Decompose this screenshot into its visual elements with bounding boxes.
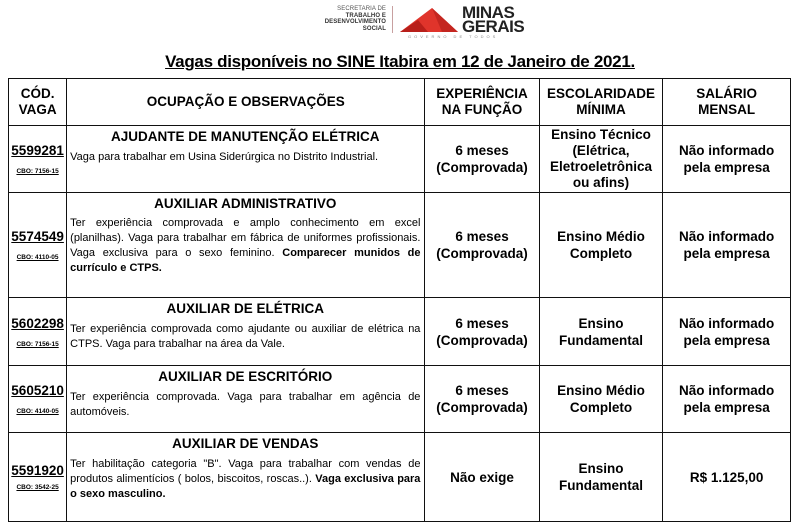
job-code-link[interactable]: 5599281 [11,143,64,158]
salary-cell: Não informado pela empresa [663,126,791,193]
header-occupation: OCUPAÇÃO E OBSERVAÇÕES [67,79,425,126]
cbo-code[interactable]: CBO: 3542-25 [16,484,59,491]
table-row [9,298,791,366]
job-code-cell [9,126,67,193]
occupation-cell [67,366,425,433]
job-code-link[interactable]: 5591920 [11,463,64,478]
occupation-title: AUXILIAR DE VENDAS [172,436,319,451]
occupation-title: AUXILIAR DE ELÉTRICA [166,301,325,316]
occupation-cell [67,298,425,366]
experience-cell: 6 meses (Comprovada) [425,366,539,433]
occupation-description: Ter experiência comprovada e amplo conhecimento em excel (planilhas). Vaga para trabalhar em fábrica de uniformes profissionais. Vaga exclusiva para o sexo feminino. Comparecer munidos de currículo e CTPS. [70,217,421,274]
mountain-logo-icon [398,6,460,34]
education-cell: Ensino Médio Completo [539,193,663,298]
page-header [0,0,800,40]
page-title: Vagas disponíveis no SINE Itabira em 12 de Janeiro de 2021. [165,52,635,71]
experience-cell: 6 meses (Comprovada) [425,193,539,298]
occupation-title: AUXILIAR ADMINISTRATIVO [154,196,337,211]
cbo-code[interactable]: CBO: 4140-05 [16,408,59,415]
salary-cell: Não informado pela empresa [663,193,791,298]
header-experience: EXPERIÊNCIA NA FUNÇÃO [425,79,539,126]
occupation-cell [67,126,425,193]
job-code-cell [9,193,67,298]
occupation-note-bold: Vaga exclusiva para o sexo masculino. [70,473,421,500]
occupation-title: AUXILIAR DE ESCRITÓRIO [158,369,333,384]
occupation-cell [67,193,425,298]
secretaria-line: SECRETARIA DE [337,6,386,12]
header-salary: SALÁRIO MENSAL [663,79,791,126]
logo-tagline: GOVERNO DE TODOS [408,34,499,39]
job-code-cell [9,433,67,522]
job-code-link[interactable]: 5602298 [11,315,64,331]
logo-divider [392,6,393,33]
logo-text-minas: MINAS [462,3,515,22]
occupation-description: Vaga para trabalhar em Usina Siderúrgica no Distrito Industrial. [70,151,379,163]
salary-cell: R$ 1.125,00 [663,433,791,522]
occupation-description: Ter experiência comprovada como ajudante ou auxiliar de elétrica na CTPS. Vaga para trabalhar na área da Vale. [70,323,421,350]
job-code-cell [9,366,67,433]
education-cell: Ensino Médio Completo [539,366,663,433]
salary-cell: Não informado pela empresa [663,366,791,433]
secretaria-line: TRABALHO E [345,12,386,19]
table-header-row [9,79,791,126]
experience-cell: 6 meses (Comprovada) [425,126,539,193]
occupation-cell [67,433,425,522]
education-cell: Ensino Técnico (Elétrica, Eletroeletrônica ou afins) [539,126,663,193]
table-row [9,433,791,522]
secretaria-logo-text [300,6,386,32]
job-code-link[interactable]: 5574549 [11,229,64,244]
jobs-table [8,78,791,522]
occupation-title: AJUDANTE DE MANUTENÇÃO ELÉTRICA [111,129,380,144]
header-education: ESCOLARIDADE MÍNIMA [539,79,663,126]
experience-cell: Não exige [425,433,539,522]
table-row [9,126,791,193]
cbo-code[interactable]: CBO: 7156-15 [16,168,59,175]
secretaria-line: SOCIAL [362,25,386,32]
experience-cell: 6 meses (Comprovada) [425,298,539,366]
header-code: CÓD. VAGA [9,79,67,126]
job-code-link[interactable]: 5605210 [11,383,64,398]
salary-cell: Não informado pela empresa [663,298,791,366]
cbo-code[interactable]: CBO: 7156-15 [16,340,59,348]
occupation-description: Ter experiência comprovada. Vaga para trabalhar em agência de automóveis. [70,391,421,418]
minas-gerais-logo [398,3,528,39]
occupation-description: Ter habilitação categoria "B". Vaga para trabalhar com vendas de produtos alimentícios ( bolos, biscoitos, roscas..). Vaga exclusiva para o sexo masculino. [70,458,421,500]
secretaria-line: DESENVOLVIMENTO [324,19,386,25]
logo-text-gerais: GERAIS [462,17,525,36]
occupation-note-bold: Comparecer munidos de currículo e CTPS. [70,247,421,274]
table-row [9,366,791,433]
job-code-cell [9,298,67,366]
education-cell: Ensino Fundamental [539,298,663,366]
education-cell: Ensino Fundamental [539,433,663,522]
cbo-code[interactable]: CBO: 4110-05 [16,254,59,261]
table-row [9,193,791,298]
